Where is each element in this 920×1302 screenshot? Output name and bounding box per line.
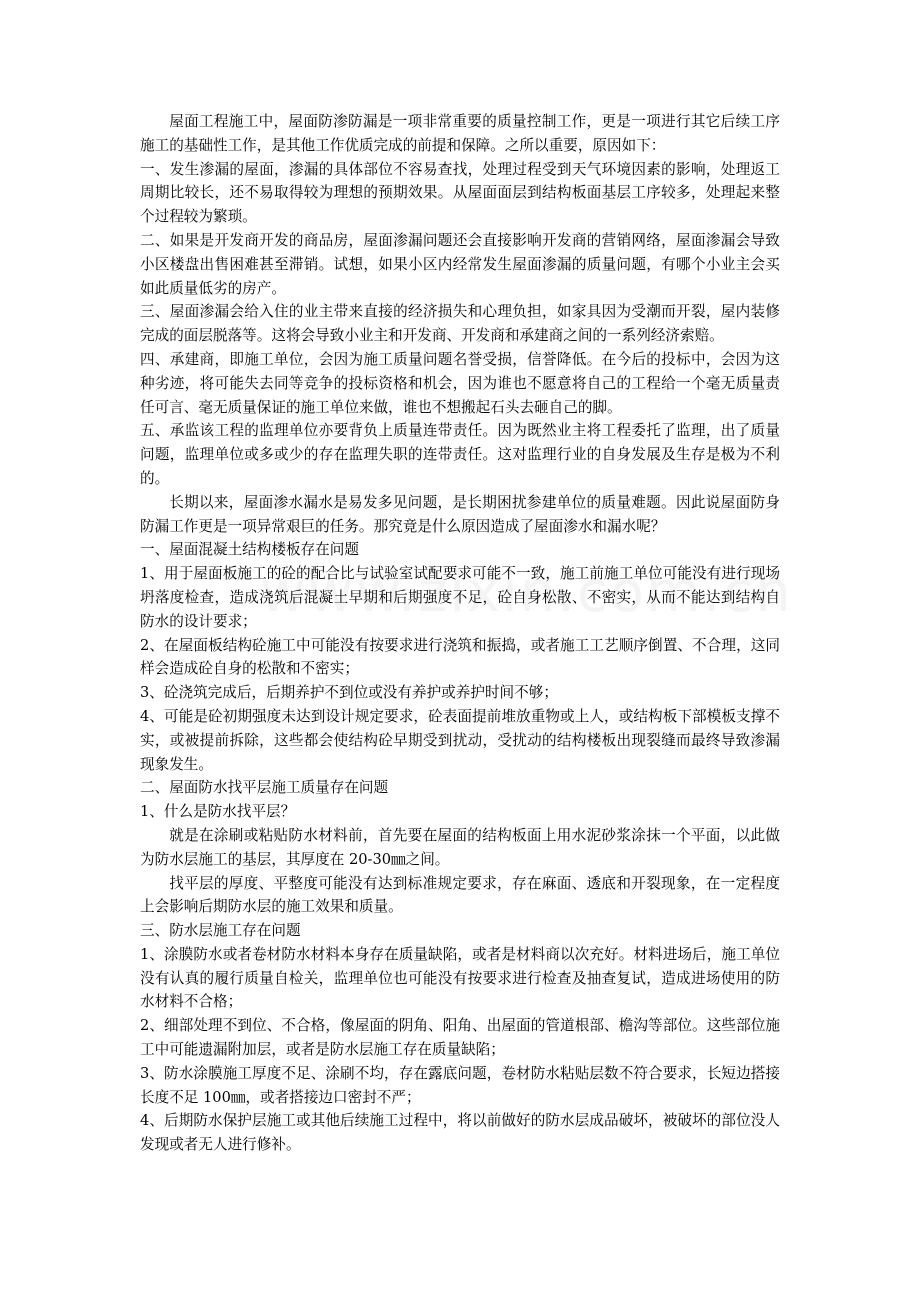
paragraph: 3、防水涂膜施工厚度不足、涂刷不均，存在露底问题，卷材防水粘贴层数不符合要求，长短边搭接长度不足 100㎜，或者搭接边口密封不严； (140, 1064, 780, 1106)
paragraph: 1、什么是防水找平层？ (140, 803, 296, 821)
paragraph: 4、后期防水保护层施工或其他后续施工过程中，将以前做好的防水层成品破坏，被破坏的部位没人发现或者无人进行修补。 (140, 1112, 780, 1154)
paragraph: 屋面工程施工中，屋面防渗防漏是一项非常重要的质量控制工作，更是一项进行其它后续工序施工的基础性工作，是其他工作优质完成的前提和保障。之所以重要，原因如下： (140, 113, 780, 154)
paragraph: 就是在涂刷或粘贴防水材料前，首先要在屋面的结构板面上用水泥砂浆涂抹一个平面，以此做为防水层施工的基层，其厚度在 20-30㎜之间。 (140, 826, 780, 868)
paragraph: 二、如果是开发商开发的商品房，屋面渗漏问题还会直接影响开发商的营销网络，屋面渗漏会导致小区楼盘出售困难甚至滞销。试想，如果小区内经常发生屋面渗漏的质量问题，有哪个小业主会买如此质量低劣的房产。 (140, 231, 780, 297)
paragraph: 1、用于屋面板施工的砼的配合比与试验室试配要求可能不一致，施工前施工单位可能没有进行现场坍落度检查，造成浇筑后混凝土早期和后期强度不足，砼自身松散、不密实，从而不能达到结构自防水的设计要求； (140, 565, 780, 630)
paragraph: 一、发生渗漏的屋面，渗漏的具体部位不容易查找，处理过程受到天气环境因素的影响，处理返工周期比较长，还不易取得较为理想的预期效果。从屋面面层到结构板面基层工序较多，处理起来整个过程较为繁琐。 (140, 160, 780, 226)
paragraph: 三、防水层施工存在问题 (140, 922, 301, 940)
paragraph: 找平层的厚度、平整度可能没有达到标准规定要求，存在麻面、透底和开裂现象，在一定程度上会影响后期防水层的施工效果和质量。 (140, 874, 780, 916)
paragraph: 长期以来，屋面渗水漏水是易发多见问题，是长期困扰参建单位的质量难题。因此说屋面防身防漏工作更是一项异常艰巨的任务。那究竟是什么原因造成了屋面渗水和漏水呢？ (140, 493, 780, 535)
paragraph: 二、屋面防水找平层施工质量存在问题 (140, 779, 389, 797)
paragraph: 2、细部处理不到位、不合格，像屋面的阴角、阳角、出屋面的管道根部、檐沟等部位。这些部位施工中可能遗漏附加层，或者是防水层施工存在质量缺陷； (140, 1017, 780, 1059)
paragraph: 一、屋面混凝土结构楼板存在问题 (140, 541, 359, 559)
document-body (140, 110, 780, 1157)
paragraph: 4、可能是砼初期强度未达到设计规定要求，砼表面提前堆放重物或上人，或结构板下部模板支撑不实，或被提前拆除，这些都会使结构砼早期受到扰动，受扰动的结构楼板出现裂缝而最终导致渗漏现象发生。 (140, 707, 780, 773)
paragraph: 2、在屋面板结构砼施工中可能没有按要求进行浇筑和振捣，或者施工工艺顺序倒置、不合理，这同样会造成砼自身的松散和不密实； (140, 636, 780, 678)
paragraph: 三、屋面渗漏会给入住的业主带来直接的经济损失和心理负担，如家具因为受潮而开裂，屋内装修完成的面层脱落等。这将会导致小业主和开发商、开发商和承建商之间的一系列经济索赔。 (140, 303, 780, 345)
paragraph: 1、涂膜防水或者卷材防水材料本身存在质量缺陷，或者是材料商以次充好。材料进场后，施工单位没有认真的履行质量自检关，监理单位也可能没有按要求进行检查及抽查复试，造成进场使用的防水材料不合格； (140, 945, 780, 1011)
paragraph: 四、承建商，即施工单位，会因为施工质量问题名誉受损，信誉降低。在今后的投标中，会因为这种劣迹，将可能失去同等竞争的投标资格和机会，因为谁也不愿意将自己的工程给一个毫无质量责任可言、毫无质量保证的施工单位来做，谁也不想搬起石头去砸自己的脚。 (140, 350, 780, 416)
paragraph: 3、砼浇筑完成后，后期养护不到位或没有养护或养护时间不够； (140, 684, 558, 702)
paragraph: 五、承监该工程的监理单位亦要背负上质量连带责任。因为既然业主将工程委托了监理，出了质量问题，监理单位或多或少的存在监理失职的连带责任。这对监理行业的自身发展及生存是极为不利的。 (140, 422, 780, 487)
